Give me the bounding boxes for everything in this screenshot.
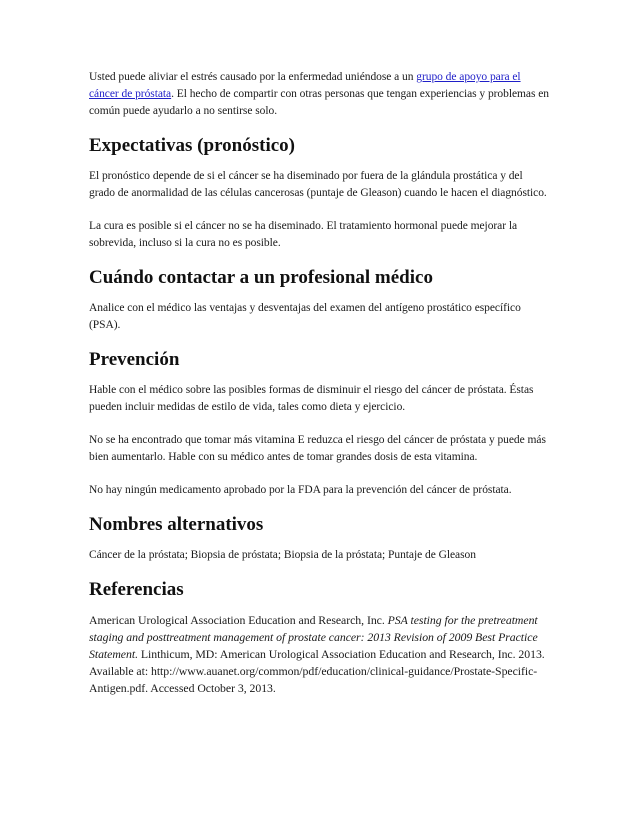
contact-paragraph-1: Analice con el médico las ventajas y desventajas del examen del antígeno prostático específico (PSA). [89,302,521,331]
prevention-paragraph-3: No hay ningún medicamento aprobado por la FDA para la prevención del cáncer de próstata. [89,484,512,496]
prevention-paragraph-1: Hable con el médico sobre las posibles formas de disminuir el riesgo del cáncer de próstata. Éstas pueden incluir medidas de estilo de vida, tales como dieta y ejercicio. [89,384,534,413]
intro-text-after: . El hecho de compartir con otras personas que tengan experiencias y problemas en común puede ayudarlo a no sentirse solo. [89,88,549,117]
intro-text-before: Usted puede aliviar el estrés causado por la enfermedad uniéndose a un [89,71,417,83]
reference-title: PSA testing for the pretreatment staging and posttreatment management of prostate cancer: 2013 Revision of 2009 Best Practice Statement. [89,613,538,661]
heading-prognosis: Expectativas (pronóstico) [89,135,295,156]
heading-references: Referencias [89,579,184,600]
heading-alternative-names: Nombres alternativos [89,514,264,535]
alternative-names-paragraph: Cáncer de la próstata; Biopsia de próstata; Biopsia de la próstata; Puntaje de Gleason [89,549,476,561]
support-group-link[interactable]: grupo de apoyo para el cáncer de próstata [89,71,521,100]
reference-entry [89,612,551,697]
reference-tail: Linthicum, MD: American Urological Association Education and Research, Inc. 2013. Available at: http://www.auanet.org/common/pdf/education/clinical-guidance/Prostate-Specific-Antigen.pdf. Accessed October 3, 2013. [89,647,545,695]
heading-prevention: Prevención [89,349,180,370]
reference-lead: American Urological Association Education and Research, Inc. [89,613,388,627]
prevention-paragraph-2: No se ha encontrado que tomar más vitamina E reduzca el riesgo del cáncer de próstata y puede más bien aumentarlo. Hable con su médico antes de tomar grandes dosis de esta vitamina. [89,434,546,463]
document-page [89,69,551,697]
prognosis-paragraph-2: La cura es posible si el cáncer no se ha diseminado. El tratamiento hormonal puede mejorar la sobrevida, incluso si la cura no es posible. [89,220,518,249]
intro-paragraph [89,69,551,120]
heading-contact: Cuándo contactar a un profesional médico [89,267,433,288]
prognosis-paragraph-1: El pronóstico depende de si el cáncer se ha diseminado por fuera de la glándula prostática y del grado de anormalidad de las células cancerosas (puntaje de Gleason) cuando le hacen el diagnóstico. [89,170,547,199]
